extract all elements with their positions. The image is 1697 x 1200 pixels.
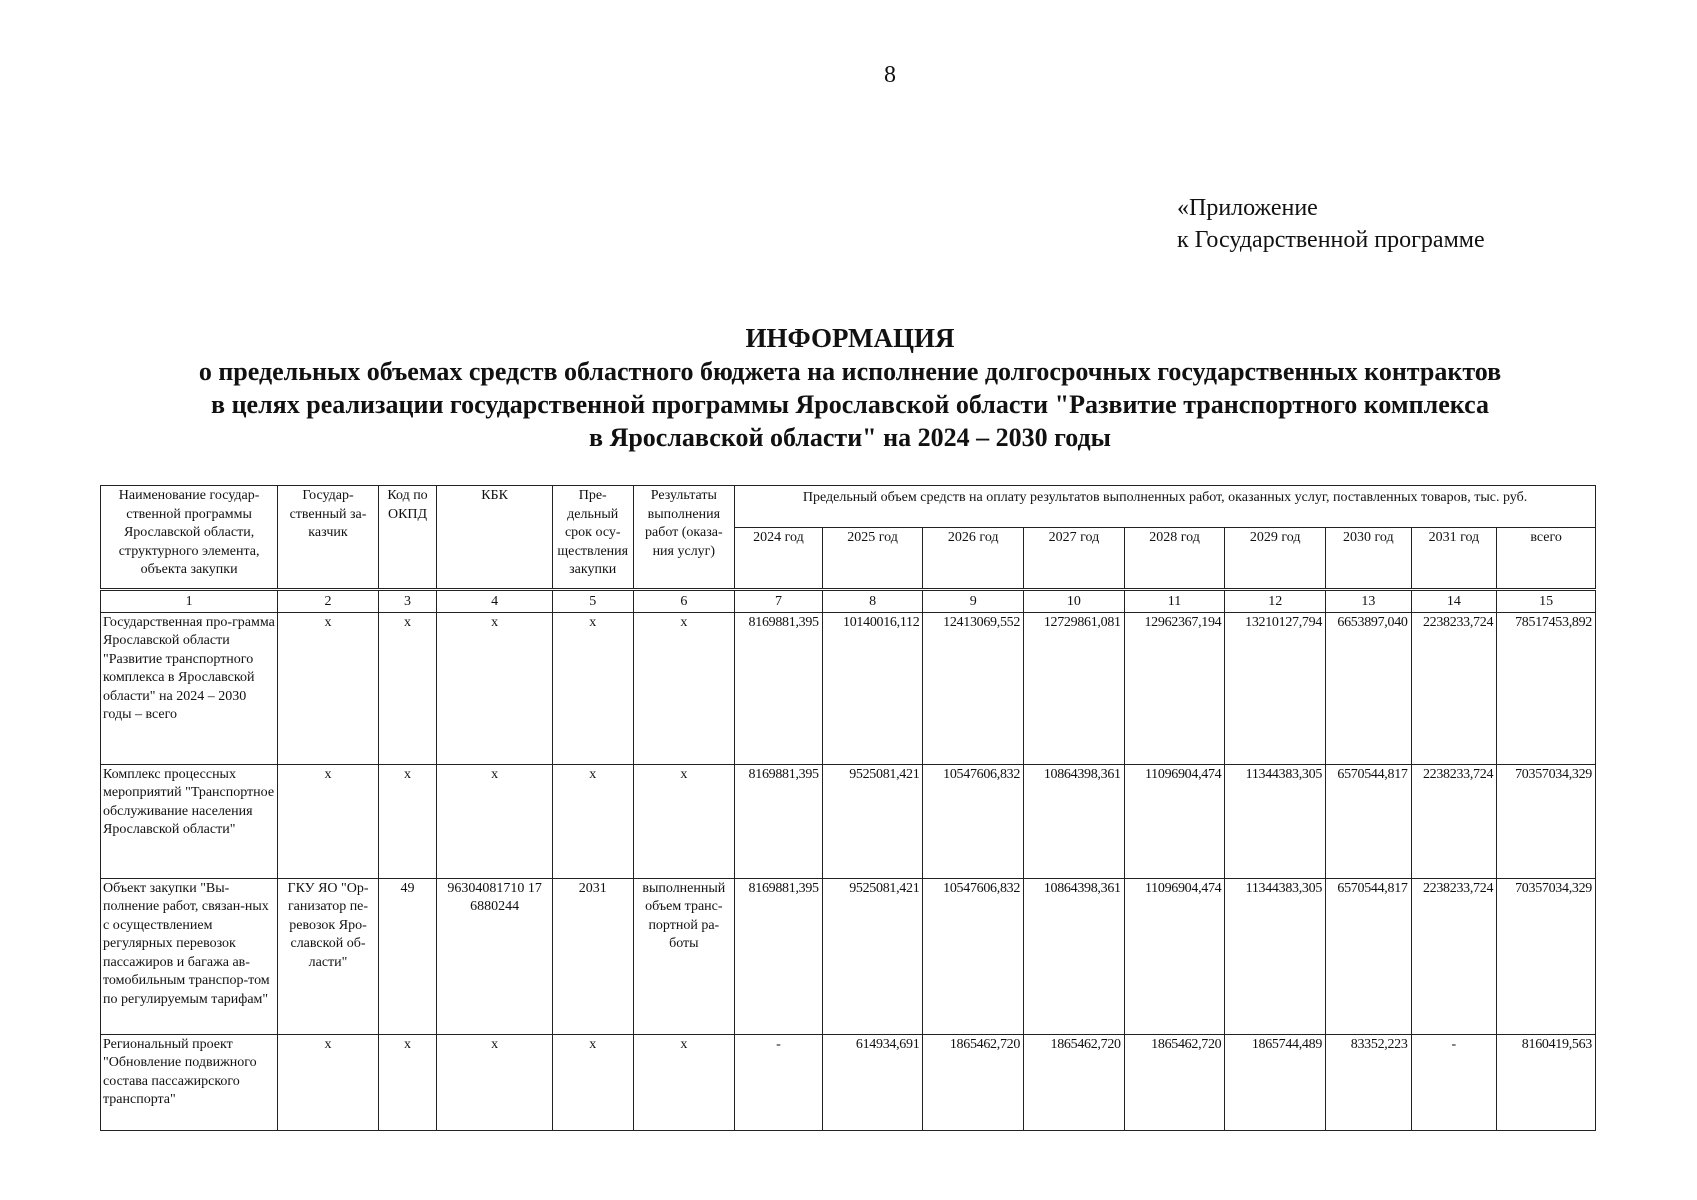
column-number: 15 [1497,590,1596,613]
page-number: 8 [884,62,896,88]
column-number: 9 [923,590,1024,613]
row-okpd: х [378,1034,436,1130]
header-year: 2027 год [1024,528,1125,590]
row-deadline: 2031 [552,878,633,1034]
row-deadline: х [552,1034,633,1130]
row-value-2028: 12962367,194 [1124,612,1225,764]
row-value-2024: 8169881,395 [735,764,823,878]
heading-line-1: о предельных объемах средств областного бюджета на исполнение долгосрочных государственных контрактов [198,357,1502,386]
row-value-total: 70357034,329 [1497,878,1596,1034]
heading-line-3: в Ярославской области" на 2024 – 2030 годы [589,423,1111,452]
column-number: 14 [1411,590,1497,613]
header-year: 2031 год [1411,528,1497,590]
row-customer: х [278,1034,379,1130]
column-number-row [101,590,1596,613]
column-number: 1 [101,590,278,613]
row-value-2024: 8169881,395 [735,878,823,1034]
row-value-2026: 1865462,720 [923,1034,1024,1130]
row-results: х [633,1034,735,1130]
table-header-row [101,486,1596,528]
row-kbk [437,878,553,1034]
header-deadline: Пре-дельный срок осу-ществления закупки [552,486,633,590]
column-number: 11 [1124,590,1225,613]
header-year: 2026 год [923,528,1024,590]
row-okpd: х [378,764,436,878]
budget-table [100,485,1596,1131]
row-value-2028: 11096904,474 [1124,878,1225,1034]
row-customer: х [278,612,379,764]
row-value-2024: 8169881,395 [735,612,823,764]
row-value-2030: 83352,223 [1326,1034,1412,1130]
row-results: х [633,612,735,764]
row-value-2027: 10864398,361 [1024,878,1125,1034]
appendix-line-2: к Государственной программе [1177,227,1485,253]
row-value-2026: 12413069,552 [923,612,1024,764]
row-value-2028: 1865462,720 [1124,1034,1225,1130]
row-value-2024: - [735,1034,823,1130]
row-value-2028: 11096904,474 [1124,764,1225,878]
row-value-2030: 6570544,817 [1326,764,1412,878]
row-value-2031: - [1411,1034,1497,1130]
row-value-2026: 10547606,832 [923,764,1024,878]
row-value-2027: 10864398,361 [1024,764,1125,878]
row-value-2027: 12729861,081 [1024,612,1125,764]
header-results: Результаты выполнения работ (оказа-ния услуг) [633,486,735,590]
row-kbk-line: 6880244 [470,899,520,914]
column-number: 10 [1024,590,1125,613]
row-kbk-line: 96304081710 17 [447,880,542,896]
row-value-2031: 2238233,724 [1411,612,1497,764]
row-value-total: 78517453,892 [1497,612,1596,764]
row-value-2025: 9525081,421 [822,764,923,878]
header-year: 2030 год [1326,528,1412,590]
row-deadline: х [552,612,633,764]
row-kbk: х [437,612,553,764]
table-row [101,878,1596,1034]
row-name: Объект закупки "Вы-полнение работ, связан-ных с осуществлением регулярных перевозок пассажиров и багажа ав-томобильным транспор-том по регулируемым тарифам" [101,878,278,1034]
row-value-2031: 2238233,724 [1411,878,1497,1034]
row-name: Государственная про-грамма Ярославской области "Развитие транспортного комплекса в Ярославской области" на 2024 – 2030 годы – всего [101,612,278,764]
row-deadline: х [552,764,633,878]
column-number: 7 [735,590,823,613]
appendix-note [1177,192,1485,256]
header-limit-group: Предельный объем средств на оплату результатов выполненных работ, оказанных услуг, поставленных товаров, тыс. руб. [735,486,1596,528]
row-value-2029: 13210127,794 [1225,612,1326,764]
row-results: х [633,764,735,878]
row-value-2026: 10547606,832 [923,878,1024,1034]
row-okpd: х [378,612,436,764]
row-value-2030: 6570544,817 [1326,878,1412,1034]
header-total: всего [1497,528,1596,590]
header-year: 2028 год [1124,528,1225,590]
row-value-2030: 6653897,040 [1326,612,1412,764]
header-year: 2029 год [1225,528,1326,590]
column-number: 8 [822,590,923,613]
row-value-2025: 9525081,421 [822,878,923,1034]
document-heading [100,322,1600,454]
header-year: 2024 год [735,528,823,590]
row-value-2031: 2238233,724 [1411,764,1497,878]
header-customer: Государ-ственный за-казчик [278,486,379,590]
row-okpd: 49 [378,878,436,1034]
column-number: 3 [378,590,436,613]
row-customer: х [278,764,379,878]
table-row [101,1034,1596,1130]
table-row [101,764,1596,878]
row-name: Региональный проект "Обновление подвижного состава пассажирского транспорта" [101,1034,278,1130]
row-value-total: 8160419,563 [1497,1034,1596,1130]
appendix-line-1: «Приложение [1177,195,1318,221]
row-value-2029: 11344383,305 [1225,764,1326,878]
column-number: 5 [552,590,633,613]
table-row [101,612,1596,764]
header-okpd: Код по ОКПД [378,486,436,590]
row-value-total: 70357034,329 [1497,764,1596,878]
column-number: 2 [278,590,379,613]
row-kbk: х [437,764,553,878]
row-results: выполненный объем транс-портной ра-боты [633,878,735,1034]
row-value-2027: 1865462,720 [1024,1034,1125,1130]
heading-line-2: в целях реализации государственной программы Ярославской области "Развитие транспортного комплекса [211,390,1489,419]
row-value-2029: 11344383,305 [1225,878,1326,1034]
column-number: 13 [1326,590,1412,613]
header-year: 2025 год [822,528,923,590]
column-number: 12 [1225,590,1326,613]
row-kbk: х [437,1034,553,1130]
header-kbk: КБК [437,486,553,590]
row-value-2029: 1865744,489 [1225,1034,1326,1130]
column-number: 6 [633,590,735,613]
heading-title: ИНФОРМАЦИЯ [745,323,955,353]
column-number: 4 [437,590,553,613]
row-name: Комплекс процессных мероприятий "Транспортное обслуживание населения Ярославской области" [101,764,278,878]
row-customer: ГКУ ЯО "Ор-ганизатор пе-ревозок Яро-славской об-ласти" [278,878,379,1034]
header-name: Наименование государ-ственной программы Ярославской области, структурного элемента, объекта закупки [101,486,278,590]
row-value-2025: 614934,691 [822,1034,923,1130]
row-value-2025: 10140016,112 [822,612,923,764]
